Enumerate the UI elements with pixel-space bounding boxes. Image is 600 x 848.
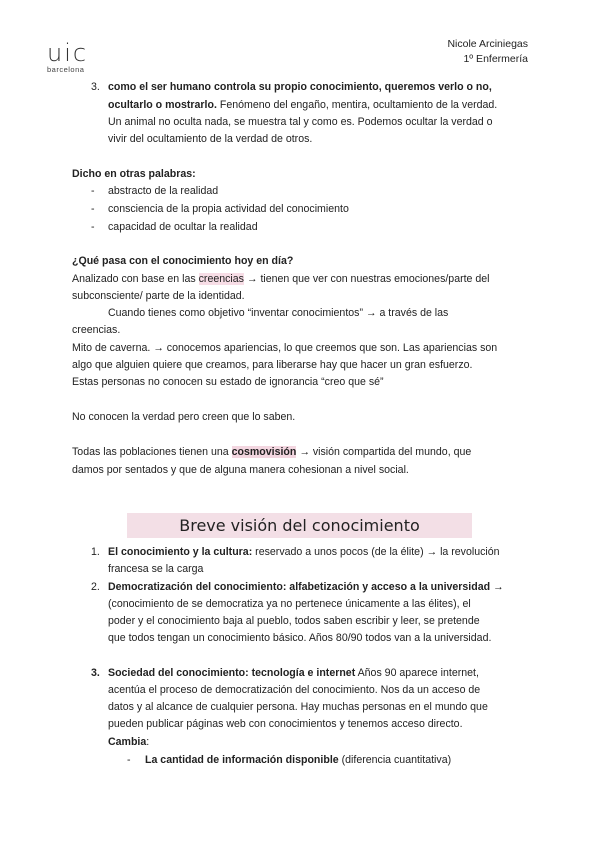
cambia-colon: : — [146, 736, 150, 748]
list-item-text: → — [490, 581, 504, 593]
subitem-bold: La cantidad de información disponible — [145, 754, 339, 766]
cosmovision-highlight: cosmovisión — [231, 446, 297, 458]
hoy-line: damos por sentados y que de alguna manera cohesionan a nivel social. — [72, 464, 409, 476]
list-item-2-line2: (conocimiento de se democratiza ya no pertenece únicamente a las élites), el — [108, 598, 471, 610]
list-item-1-line1 — [108, 544, 500, 561]
list-item-2-line3: poder y el conocimiento baja al pueblo, todos saben escribir y leer, se pretende — [108, 615, 480, 627]
logo-subtitle: barcelona — [47, 65, 85, 74]
list-number: 2. — [91, 581, 100, 593]
list-item-bold: Sociedad del conocimiento: tecnología e internet — [108, 667, 356, 679]
dicho-item: consciencia de la propia actividad del conocimiento — [108, 203, 349, 215]
dash: - — [91, 221, 95, 233]
hoy-line: Estas personas no conocen su estado de ignorancia “creo que sé” — [72, 376, 384, 388]
cambia-subitem — [145, 752, 451, 769]
list-number: 3. — [91, 81, 100, 93]
hoy-text: Todas las poblaciones tienen una — [72, 446, 232, 458]
hoy-line: algo que alguien quiere que creamos, para liberarse hay que hacer un gran esfuerzo. — [72, 359, 473, 371]
list-item-bold: Democratización del conocimiento: alfabetización y acceso a la universidad — [108, 581, 491, 593]
item3-bold-line2: ocultarlo o mostrarlo. — [108, 99, 217, 111]
hoy-line: subconsciente/ parte de la identidad. — [72, 290, 245, 302]
list-item-3-line3: datos y al alcance de cualquier persona. Hay muchas personas en el mundo que — [108, 701, 488, 713]
hoy-line: Mito de caverna. → conocemos apariencias, lo que creemos que son. Las apariencias son — [72, 342, 498, 354]
list-item-3-line4: pueden publicar páginas web con conocimientos y tenemos acceso directo. — [108, 718, 463, 730]
hoy-heading: ¿Qué pasa con el conocimiento hoy en día? — [72, 255, 294, 267]
cambia-label — [108, 734, 149, 751]
hoy-line — [72, 271, 490, 288]
dash: - — [127, 754, 131, 766]
hoy-line: No conocen la verdad pero creen que lo saben. — [72, 411, 296, 423]
header-info — [447, 37, 528, 67]
dicho-item: abstracto de la realidad — [108, 185, 219, 197]
item3-line3: Un animal no oculta nada, se muestra tal y como es. Podemos ocultar la verdad o — [108, 116, 493, 128]
cambia-bold: Cambia — [108, 736, 147, 748]
item3-rest-line2: Fenómeno del engaño, mentira, ocultamiento de la verdad. — [216, 99, 498, 111]
list-item-2-line1 — [108, 579, 504, 596]
hoy-text: → tienen que ver con nuestras emociones/parte del — [243, 273, 490, 285]
list-item-1-line2: francesa se la carga — [108, 563, 204, 575]
course-name: 1º Enfermería — [463, 53, 528, 65]
dicho-item: capacidad de ocultar la realidad — [108, 221, 258, 233]
item3-line2 — [108, 97, 497, 114]
list-item-2-line4: que todos tengan un conocimiento básico. Años 80/90 todos van a la universidad. — [108, 632, 492, 644]
list-number: 3. — [91, 667, 100, 679]
list-item-3-line1 — [108, 665, 479, 682]
hoy-line: Cuando tienes como objetivo “inventar conocimientos” → a través de las — [108, 307, 449, 319]
hoy-text: Analizado con base en las — [72, 273, 199, 285]
list-item-text: reservado a unos pocos (de la élite) → la revolución — [252, 546, 500, 558]
section-title: Breve visión del conocimiento — [127, 513, 472, 538]
list-number: 1. — [91, 546, 100, 558]
list-item-bold: El conocimiento y la cultura: — [108, 546, 253, 558]
dicho-heading: Dicho en otras palabras: — [72, 168, 196, 180]
hoy-line: creencias. — [72, 324, 121, 336]
author-name: Nicole Arciniegas — [447, 38, 528, 50]
item3-line4: vivir del ocultamiento de la verdad de otros. — [108, 133, 313, 145]
dash: - — [91, 203, 95, 215]
creencias-highlight: creencias — [198, 273, 244, 285]
hoy-text: → visión compartida del mundo, que — [296, 446, 472, 458]
subitem-text: (diferencia cuantitativa) — [338, 754, 452, 766]
hoy-line — [72, 444, 471, 461]
uic-logo — [47, 39, 97, 74]
item3-bold-line1: como el ser humano controla su propio conocimiento, queremos verlo o no, — [108, 81, 492, 93]
list-item-text: Años 90 aparece internet, — [355, 667, 479, 679]
logo-mark: uic — [47, 39, 89, 67]
dash: - — [91, 185, 95, 197]
list-item-3-line2: acentúa el proceso de democratización del conocimiento. Nos da un acceso de — [108, 684, 481, 696]
